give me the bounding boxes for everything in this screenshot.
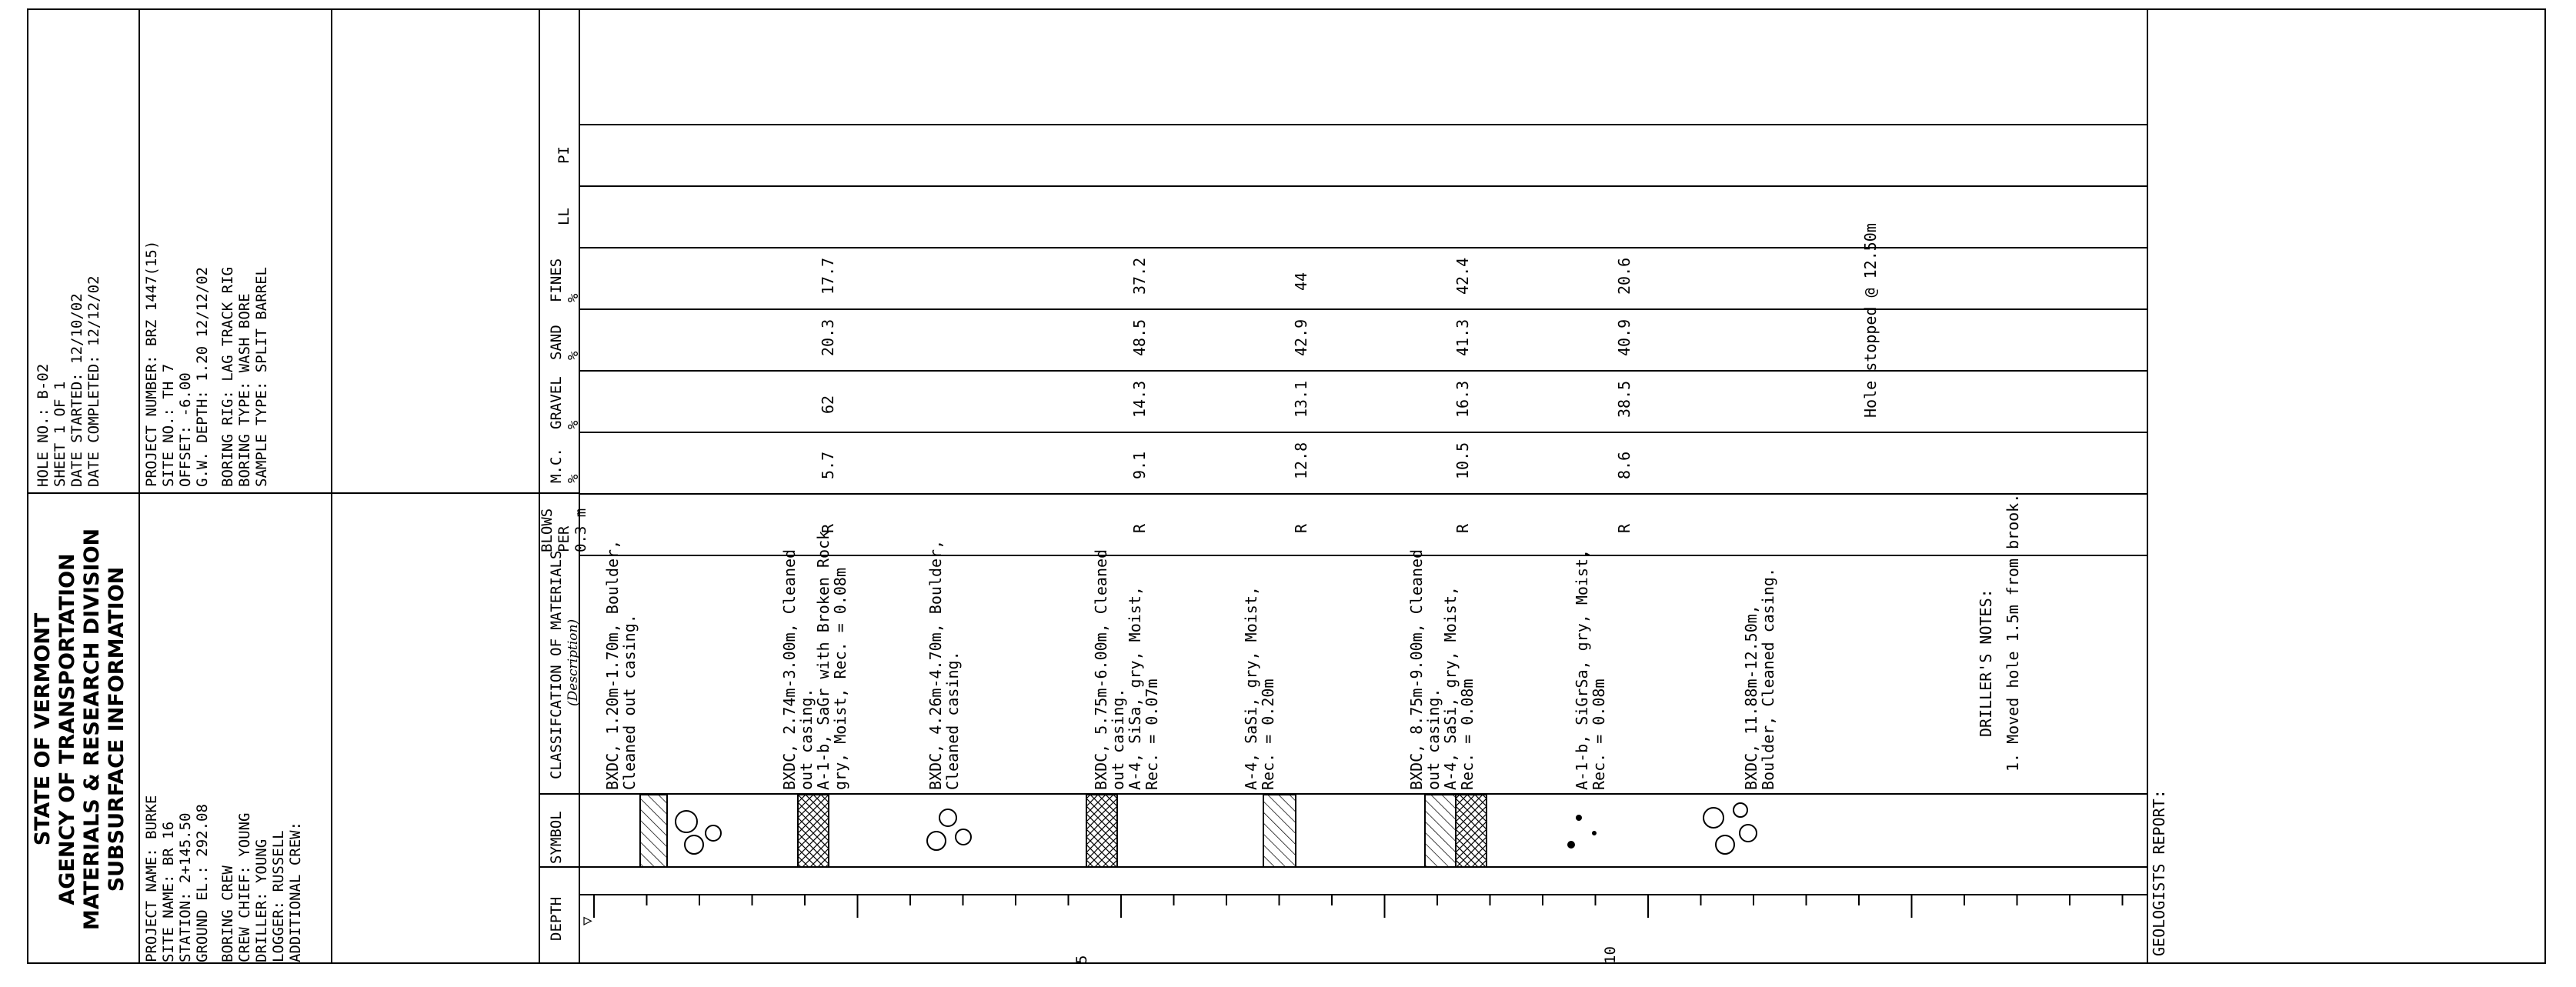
col-pi-label: PI <box>556 146 572 164</box>
depth-scale <box>579 868 2147 964</box>
sand-value: 40.9 <box>1615 318 1633 356</box>
drillers-notes-title: DRILLER'S NOTES: <box>1977 589 1995 737</box>
symbol-column <box>579 795 2147 868</box>
sand-value: 41.3 <box>1453 318 1472 356</box>
sample-1: BXDC, 1.20m-1.70m, Boulder, Cleaned out casing. <box>603 539 639 790</box>
header-left <box>27 962 138 964</box>
gravel-value: 14.3 <box>1130 380 1149 418</box>
col-fines-label: FINES % <box>548 258 582 302</box>
col-symbol-label: SYMBOL <box>548 811 565 864</box>
col-mc-label: M.C. % <box>548 448 582 483</box>
crew-info: BORING CREW CREW CHIEF: YOUNG DRILLER: YOUNG LOGGER: RUSSELL ADDITIONAL CREW: <box>219 812 304 962</box>
fines-value: 42.4 <box>1453 257 1472 295</box>
fines-value: 37.2 <box>1130 257 1149 295</box>
symbol-sasi-3 <box>1456 795 1487 868</box>
column-header-line <box>539 10 540 964</box>
col-ll-divider <box>579 185 2147 187</box>
geologists-report-label: GEOLOGISTS REPORT: <box>2150 789 2168 956</box>
blows-value: R <box>819 523 837 533</box>
col-sand-label: SAND % <box>548 325 582 360</box>
header-mid-divider <box>27 492 579 494</box>
sample-2: BXDC, 2.74m-3.00m, Cleaned out casing. A-1-b, SaGr with Broken Rock gry, Moist, Rec. = 0.08m <box>780 530 849 790</box>
symbol-sasi-2 <box>1425 795 1456 868</box>
sample-6: BXDC, 8.75m-9.00m, Cleaned out casing. A-4, SaSi, gry, Moist, Rec. = 0.08m <box>1407 549 1477 790</box>
gravel-value: 16.3 <box>1453 380 1472 418</box>
blows-value: R <box>1453 523 1472 533</box>
mc-value: 9.1 <box>1130 451 1149 479</box>
symbol-boulder-1 <box>676 811 721 854</box>
gravel-value: 62 <box>819 395 837 414</box>
col-gravel-label: GRAVEL % <box>548 376 582 429</box>
col-fines-divider <box>579 247 2147 248</box>
symbol-casing-1 <box>640 795 667 868</box>
header-row-divider-2 <box>331 10 332 964</box>
blows-value: R <box>1130 523 1149 533</box>
rig-info: BORING RIG: LAG TRACK RIG BORING TYPE: WASH BORE SAMPLE TYPE: SPLIT BARREL <box>219 267 270 487</box>
header-row-divider <box>138 10 140 964</box>
col-blows-label: BLOWS PER 0.3 m <box>539 508 589 552</box>
mc-value: 8.6 <box>1615 451 1633 479</box>
symbol-boulder-3 <box>1703 803 1757 854</box>
gravel-value: 13.1 <box>1292 380 1310 418</box>
water-marker: ▽ <box>579 916 596 925</box>
col-depth-label: DEPTH <box>548 896 565 941</box>
col-mc-divider <box>579 432 2147 433</box>
symbol-sasi-1 <box>1263 795 1296 868</box>
hole-info: HOLE NO.: B-02 SHEET 1 OF 1 DATE STARTED: 12/10/02 DATE COMPLETED: 12/12/02 <box>35 275 102 487</box>
depth-tick-label-5: 5 <box>1073 955 1090 964</box>
mc-value: 10.5 <box>1453 442 1472 479</box>
col-sand-divider <box>579 308 2147 310</box>
sample-3: BXDC, 4.26m-4.70m, Boulder, Cleaned casing. <box>926 539 962 790</box>
sand-value: 42.9 <box>1292 318 1310 356</box>
mc-value: 5.7 <box>819 451 837 479</box>
drillers-note-1: 1. Moved hole 1.5m from brook. <box>2004 493 2022 772</box>
fines-value: 17.7 <box>819 257 837 295</box>
blows-value: R <box>1615 523 1633 533</box>
col-gravel-divider <box>579 370 2147 372</box>
sample-7: A-1-b, SiGrSa, gry, Moist, Rec. = 0.08m <box>1573 549 1608 790</box>
col-pi-divider <box>579 124 2147 125</box>
col-class-label: CLASSIFCATION OF MATERIALS <box>548 550 565 779</box>
sand-value: 48.5 <box>1130 318 1149 356</box>
hole-stopped-note: Hole stopped @ 12.50m <box>1861 223 1880 418</box>
project-info: PROJECT NAME: BURKE SITE NAME: BR 16 STATION: 2+145.50 GROUND EL.: 292.08 <box>143 795 211 962</box>
depth-tick-label-10: 10 <box>1602 946 1619 964</box>
sample-8: BXDC, 11.88m-12.50m, Boulder, Cleaned casing. <box>1742 568 1777 790</box>
col-ll-label: LL <box>556 208 572 225</box>
col-blows-divider <box>579 493 2147 495</box>
agency-title: STATE OF VERMONT AGENCY OF TRANSPORTATION MATERIALS & RESEARCH DIVISION SUBSURFACE INFORMATION <box>31 528 128 931</box>
project-number-info: PROJECT NUMBER: BRZ 1447(15) SITE NO.: TH 7 OFFSET: -6.00 G.W. DEPTH: 1.20 12/12/02 <box>143 240 211 487</box>
symbol-boulder-2 <box>927 809 971 850</box>
gravel-value: 38.5 <box>1615 380 1633 418</box>
col-description-label: (Description) <box>566 619 581 706</box>
sample-5: A-4, SaSi, gry, Moist, Rec. = 0.20m <box>1242 586 1277 790</box>
fines-value: 20.6 <box>1615 257 1633 295</box>
blows-value: R <box>1292 523 1310 533</box>
sand-value: 20.3 <box>819 318 837 356</box>
report-divider <box>2147 10 2148 964</box>
mc-value: 12.8 <box>1292 442 1310 479</box>
sample-4: BXDC, 5.75m-6.00m, Cleaned out casing. A-4, SiSa, gry, Moist, Rec. = 0.07m <box>1092 549 1161 790</box>
symbol-sigrsa <box>1568 815 1596 848</box>
symbol-gravel-1 <box>798 795 829 868</box>
symbol-sisa <box>1086 795 1117 868</box>
fines-value: 44 <box>1292 272 1310 291</box>
